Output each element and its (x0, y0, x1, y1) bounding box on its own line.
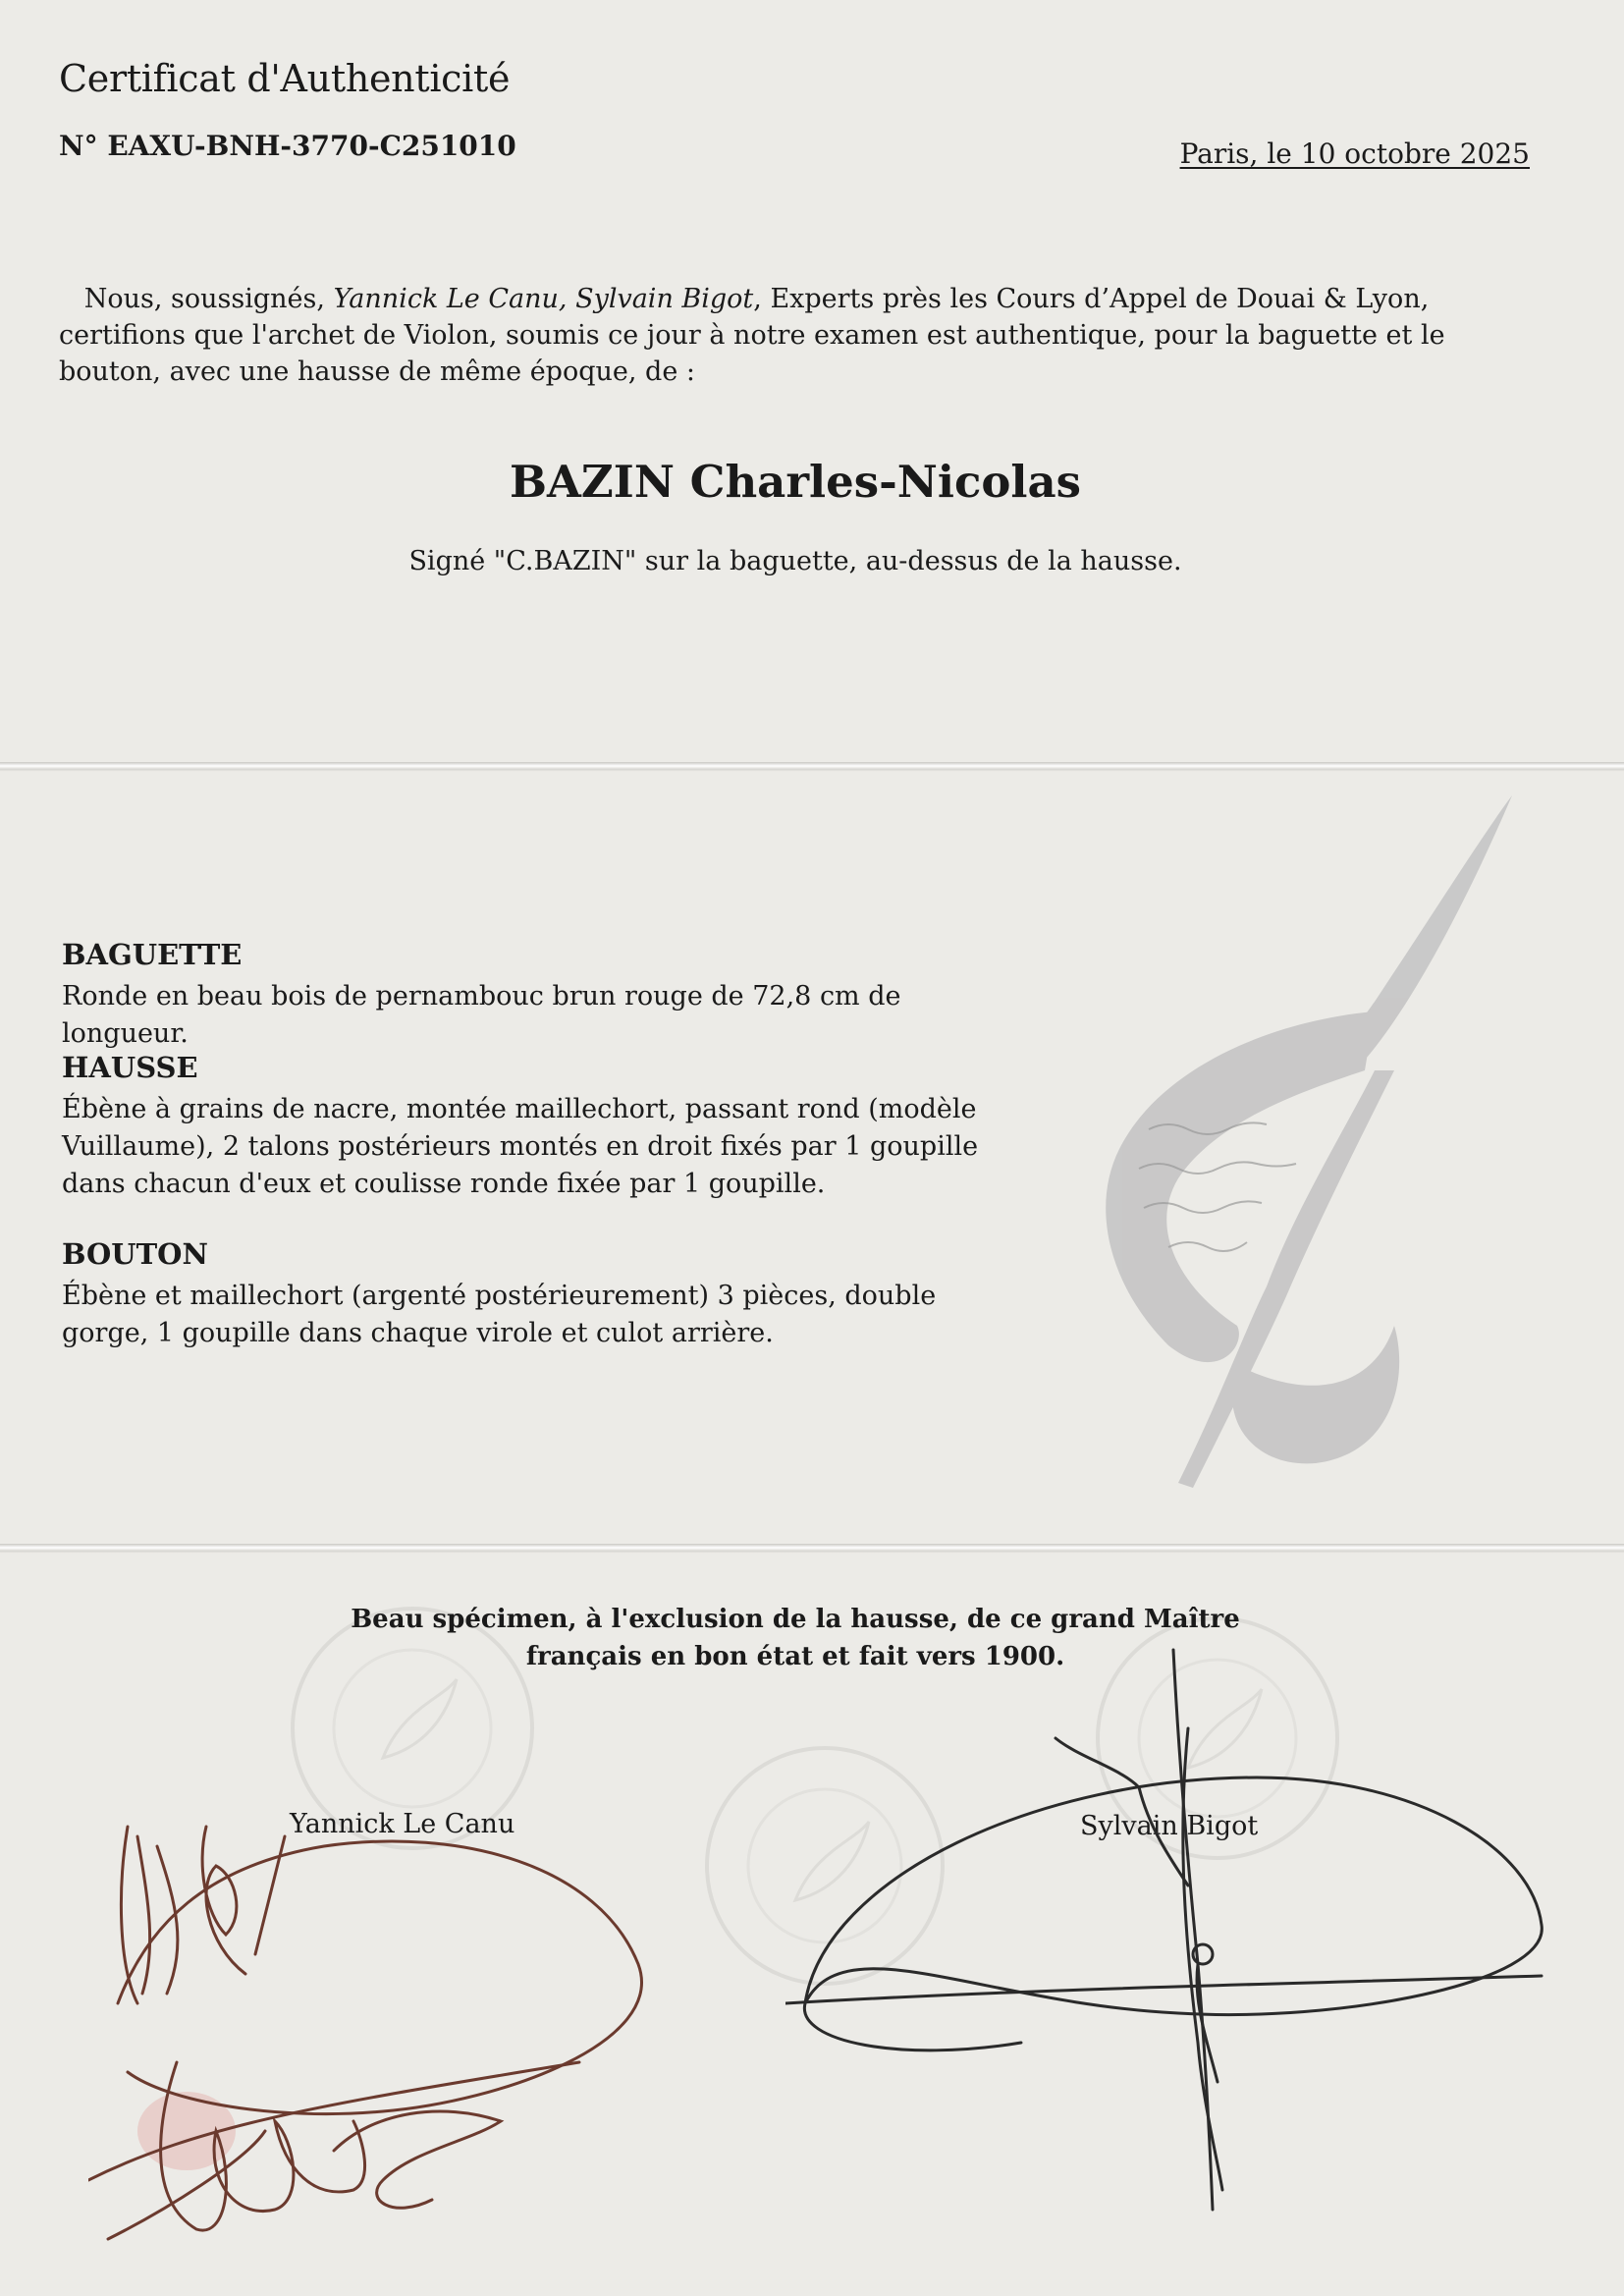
intro-text: Experts près les Cours d’Appel de Douai & Lyon, certifions que l'archet de Violon, soumis ce jour à notre examen est authentique, pour la baguette et le bouton, avec une hausse de même époque, de : (59, 284, 1445, 387)
certificate-number: N° EAXU-BNH-3770-C251010 (59, 130, 516, 162)
section-title-baguette: BAGUETTE (62, 938, 243, 971)
signature-right-icon (785, 1630, 1571, 2219)
section-title-bouton: BOUTON (62, 1237, 208, 1271)
fold-line-bottom (0, 1544, 1624, 1554)
section-text-hausse: Ébène à grains de nacre, montée maillechort, passant rond (modèle Vuillaume), 2 talons postérieurs montés en droit fixés par 1 goupille dans chacun d'eux et coulisse ronde fixée par 1 goupille. (62, 1094, 979, 1199)
section-text-bouton: Ébène et maillechort (argenté postérieurement) 3 pièces, double gorge, 1 goupille dans chaque virole et culot arrière. (62, 1281, 937, 1348)
fold-line-top (0, 762, 1624, 772)
conclusion-line-1: Beau spécimen, à l'exclusion de la hausse, de ce grand Maître (351, 1605, 1240, 1634)
intro-paragraph: Nous, soussignés, Yannick Le Canu, Sylvain Bigot, Experts près les Cours d’Appel de Douai & Lyon, certifions que l'archet de Violon, soumis ce jour à notre examen est authentique, pour la baguette et le bouton, avec une hausse de même époque, de : (59, 284, 1445, 387)
feather-watermark-icon (1021, 776, 1551, 1542)
intro-experts: Yannick Le Canu, Sylvain Bigot (333, 284, 754, 314)
maker-signature-note: Signé "C.BAZIN" sur la baguette, au-dessus de la hausse. (408, 546, 1182, 576)
place-date: Paris, le 10 octobre 2025 (1179, 137, 1530, 170)
certificate-title: Certificat d'Authenticité (59, 57, 511, 100)
conclusion-line-2: français en bon état et fait vers 1900. (525, 1642, 1065, 1671)
signatory-left-name: Yannick Le Canu (290, 1809, 515, 1839)
section-title-hausse: HAUSSE (62, 1051, 198, 1084)
signature-left-icon (88, 1807, 717, 2278)
maker-name: BAZIN Charles-Nicolas (509, 456, 1081, 508)
section-text-baguette: Ronde en beau bois de pernambouc brun rouge de 72,8 cm de longueur. (62, 981, 901, 1049)
signatory-right-name: Sylvain Bigot (1080, 1811, 1259, 1841)
intro-lead: Nous, soussignés, (83, 284, 325, 314)
